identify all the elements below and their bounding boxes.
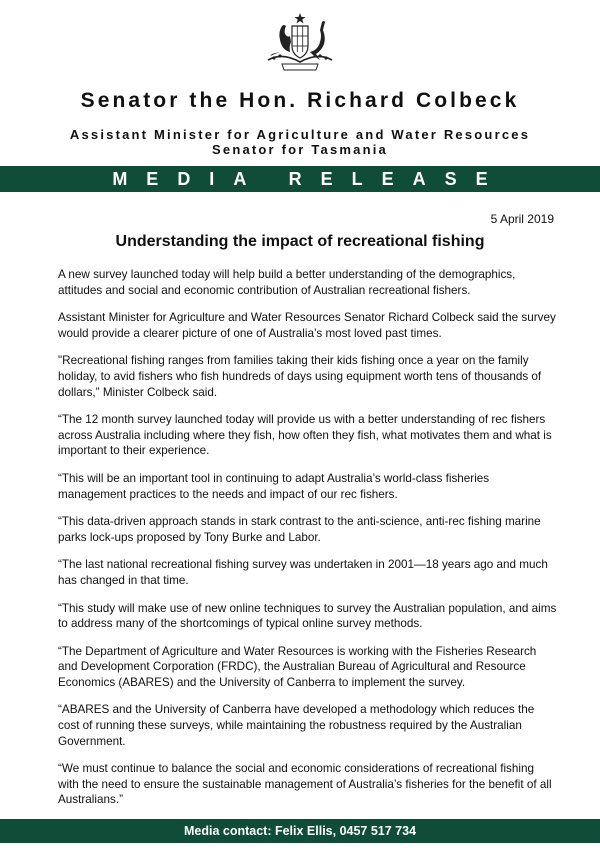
release-headline: Understanding the impact of recreational fishing (115, 233, 485, 250)
body-paragraph: “The Department of Agriculture and Water Resources is working with the Fisheries Research and Development Corporation (FRDC), the Australian Bureau of Agricultural and Resource Economics (ABARES) and the University of Canberra to implement the survey. (58, 644, 537, 689)
body-paragraph: “We must continue to balance the social and economic considerations of recreational fishing with the need to ensure the sustainable management of Australia’s fisheries for the benefit of all Australians.” (58, 762, 552, 807)
body-paragraph: “The 12 month survey launched today will provide us with a better understanding of rec fishers across Australia including where they fish, how often they fish, what motivates them and what is important to their experience. (58, 413, 552, 458)
body-paragraph: “This will be an important tool in continuing to adapt Australia’s world-class fisheries management practices to the needs and impact of our rec fishers. (58, 471, 490, 501)
body-paragraph: “ABARES and the University of Canberra have developed a methodology which reduces the cost of running these surveys, while maintaining the robustness required by the Australian Government. (58, 703, 535, 748)
release-date: 5 April 2019 (490, 212, 554, 226)
media-contact-footer (0, 819, 600, 843)
banner-label: MEDIA RELEASE (112, 168, 507, 189)
minister-role: Assistant Minister for Agriculture and Water Resources (69, 127, 531, 142)
body-paragraph: “This study will make use of new online techniques to survey the Australian population, and aims to address many of the shortcomings of typical online survey methods. (58, 601, 557, 631)
media-contact: Media contact: Felix Ellis, 0457 517 734 (183, 824, 417, 838)
release-body (58, 267, 558, 820)
body-paragraph: “The last national recreational fishing survey was undertaken in 2001—18 years ago and much has changed in that time. (58, 558, 548, 587)
body-paragraph: Assistant Minister for Agriculture and Water Resources Senator Richard Colbeck said the survey would provide a clearer picture of one of Australia’s most loved past times. (58, 311, 556, 340)
body-paragraph: A new survey launched today will help build a better understanding of the demographics, attitudes and social and economic contribution of Australian recreational fishers. (58, 268, 516, 297)
body-paragraph: “This data-driven approach stands in stark contrast to the anti-science, anti-rec fishing marine parks lock-ups proposed by Tony Burke and Labor. (58, 515, 541, 544)
senator-name: Senator the Hon. Richard Colbeck (80, 89, 520, 112)
media-release-banner (0, 166, 600, 192)
senator-constituency: Senator for Tasmania (212, 142, 388, 157)
body-paragraph: "Recreational fishing ranges from families taking their kids fishing once a year on the family holiday, to avid fishers who fish hundreds of days using equipment worth tens of thousands of dollars,” Minister Colbeck said. (58, 354, 542, 399)
coat-of-arms-icon (262, 12, 338, 74)
